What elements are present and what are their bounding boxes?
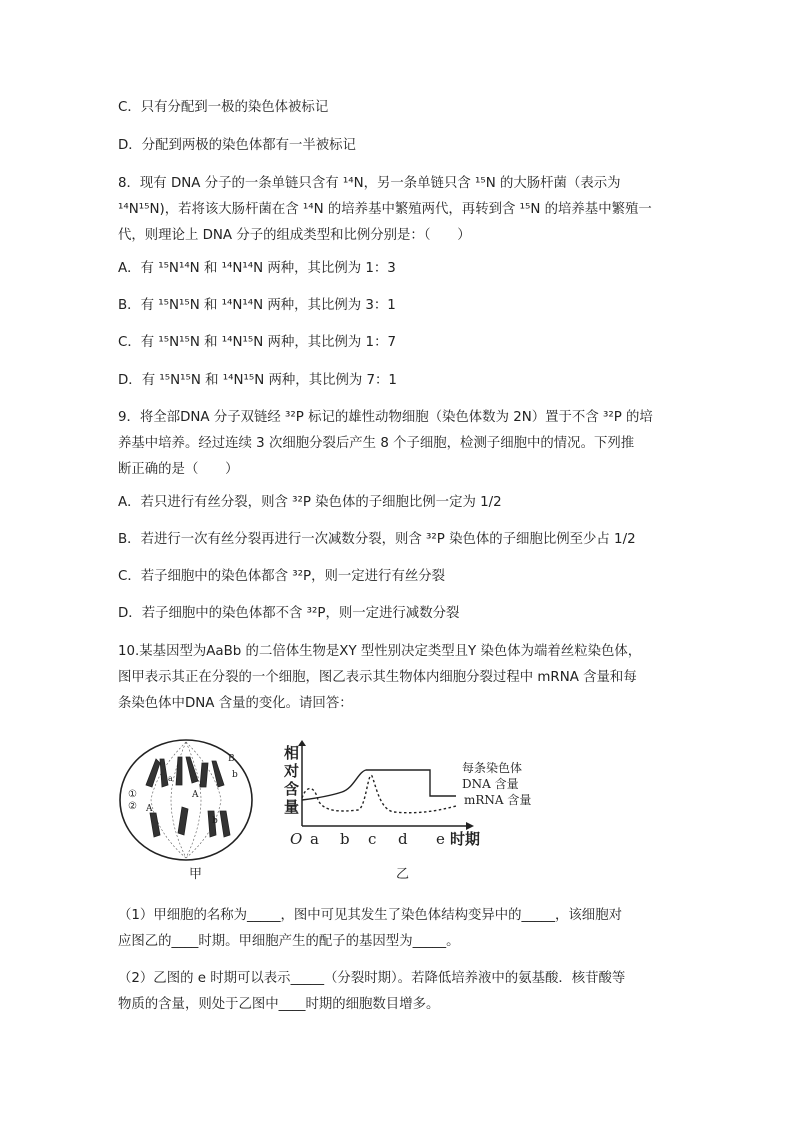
option-8c: C．有 ¹⁵N¹⁵N 和 ¹⁴N¹⁵N 两种，其比例为 1：7 (118, 335, 396, 350)
x-axis-arrow (466, 822, 474, 830)
y-label-char-2: 对 (284, 762, 300, 780)
sub-question-1 (118, 903, 678, 955)
option-7c: C．只有分配到一极的染色体被标记 (118, 100, 329, 115)
x-tick-b: b (340, 830, 350, 848)
option-9c: C．若子细胞中的染色体都含 ³²P，则一定进行有丝分裂 (118, 569, 446, 584)
allele-label-A-mid: A (192, 790, 199, 800)
mrna-line (302, 775, 456, 812)
origin-label: O (290, 830, 303, 848)
question-8-line-3: 代，则理论上 DNA 分子的组成类型和比例分别是：（ ） (118, 228, 471, 243)
question-9-line-3: 断正确的是（ ） (118, 462, 239, 477)
question-8-line-2: ¹⁴N¹⁵N)，若将该大肠杆菌在含 ¹⁴N 的培养基中繁殖两代，再转到含 ¹⁵N 的培养基中繁殖一 (118, 202, 652, 217)
option-7d: D．分配到两极的染色体都有一半被标记 (118, 138, 356, 153)
question-10-line-3: 条染色体中DNA 含量的变化。请回答： (118, 696, 353, 711)
x-tick-e: e (436, 830, 445, 848)
chart-yi (284, 740, 554, 852)
y-axis-label (284, 744, 299, 816)
option-8d: D．有 ¹⁵N¹⁵N 和 ¹⁴N¹⁵N 两种，其比例为 7：1 (118, 373, 397, 388)
question-9-line-2: 养基中培养。经过连续 3 次细胞分裂后产生 8 个子细胞，检测子细胞中的情况。下列推 (118, 436, 635, 451)
sub-question-1-line-2: 应图乙的____时期。甲细胞产生的配子的基因型为_____。 (118, 934, 460, 949)
question-8 (118, 171, 678, 249)
legend-mrna: mRNA 含量 (464, 793, 532, 807)
y-label-char-3: 含 (284, 780, 300, 798)
caption-jia: 甲 (189, 867, 203, 882)
y-label-char-4: 量 (284, 798, 300, 816)
sub-question-2 (118, 966, 678, 1018)
x-tick-c: c (368, 830, 377, 848)
legend-dna-line-2: DNA 含量 (462, 777, 519, 791)
question-8-line-1: 8．现有 DNA 分子的一条单链只含有 ¹⁴N，另一条单链只含 ¹⁵N 的大肠杆菌（表示为 (118, 176, 621, 191)
question-10-line-2: 图甲表示其正在分裂的一个细胞，图乙表示其生物体内细胞分裂过程中 mRNA 含量和每 (118, 670, 637, 685)
option-8a: A．有 ¹⁵N¹⁴N 和 ¹⁴N¹⁴N 两种，其比例为 1：3 (118, 261, 396, 276)
sub-question-1-line-1: （1）甲细胞的名称为_____，图中可见其发生了染色体结构变异中的_____，该细胞对 (118, 908, 622, 923)
x-tick-a: a (310, 830, 319, 848)
x-tick-d: d (398, 830, 408, 848)
option-9a: A．若只进行有丝分裂，则含 ³²P 染色体的子细胞比例一定为 1/2 (118, 495, 502, 510)
label-1: ① (128, 789, 137, 800)
y-label-char-1: 相 (284, 744, 300, 762)
question-9-line-1: 9．将全部DNA 分子双链经 ³²P 标记的雄性动物细胞（染色体数为 2N）置于不含 ³²P 的培 (118, 410, 653, 425)
sub-question-2-line-2: 物质的含量，则处于乙图中____时期的细胞数目增多。 (118, 997, 440, 1012)
allele-label-b-bottom: b (212, 816, 218, 826)
option-8b: B．有 ¹⁵N¹⁵N 和 ¹⁴N¹⁴N 两种，其比例为 3：1 (118, 298, 396, 313)
option-9b: B．若进行一次有丝分裂再进行一次减数分裂，则含 ³²P 染色体的子细胞比例至少占 1/2 (118, 532, 636, 547)
allele-label-a: a (168, 774, 173, 783)
question-10-line-1: 10.某基因型为AaBb 的二倍体生物是XY 型性别决定类型且Y 染色体为端着丝粒染色体， (118, 644, 642, 659)
allele-label-A-left: A (146, 804, 153, 814)
y-axis-arrow (298, 740, 306, 746)
question-10 (118, 639, 678, 717)
caption-yi: 乙 (396, 867, 410, 882)
option-9d: D．若子细胞中的染色体都不含 ³²P，则一定进行减数分裂 (118, 606, 460, 621)
allele-label-B: B (228, 754, 235, 764)
label-2: ② (128, 801, 137, 812)
sub-question-2-line-1: （2）乙图的 e 时期可以表示_____（分裂时期）。若降低培养液中的氨基酸．核苷酸等 (118, 971, 626, 986)
cell-diagram-jia (116, 737, 256, 863)
allele-label-b-top: b (232, 770, 238, 780)
x-axis-label: 时期 (450, 830, 481, 848)
question-9 (118, 405, 678, 483)
legend-dna-line-1: 每条染色体 (462, 761, 523, 775)
